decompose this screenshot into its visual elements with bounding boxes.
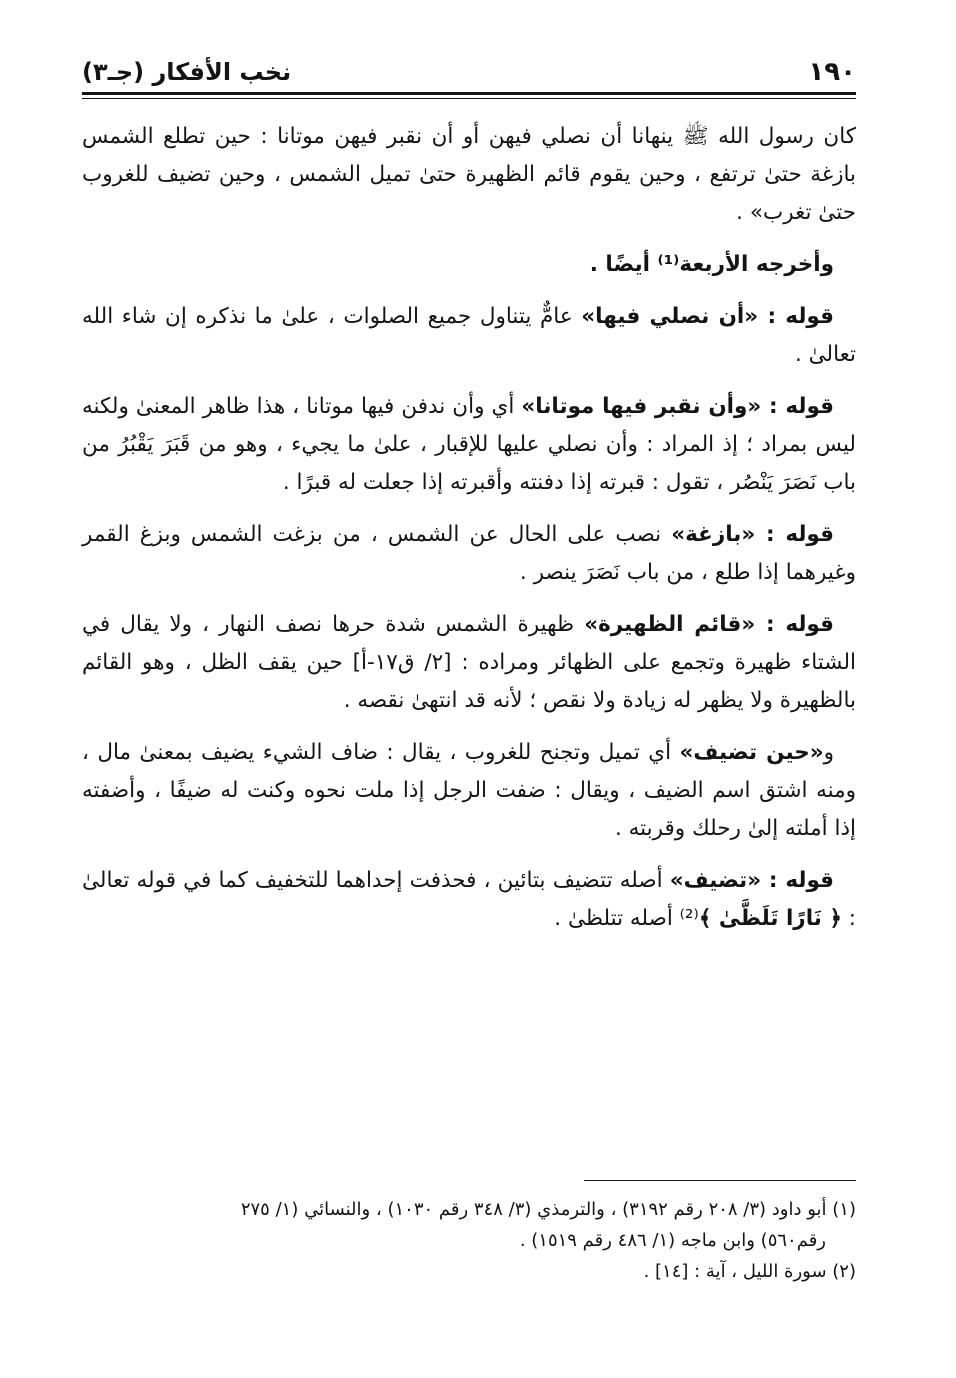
header-rule-thin: [82, 98, 856, 99]
paragraph-commentary-5: [82, 734, 856, 848]
commentary-prefix: و: [823, 740, 834, 765]
commentary-text-end: ⁽²⁾ أصله تتلظىٰ .: [554, 906, 699, 931]
running-title: نخب الأفكار (جـ٣): [82, 58, 292, 86]
commentary-lead: قوله : «قائم الظهيرة»: [584, 612, 834, 637]
commentary-text: عامٌّ يتناول جميع الصلوات ، علىٰ ما نذكره إن شاء الله تعالىٰ .: [82, 304, 856, 367]
header-rule-thick: [82, 92, 856, 95]
paragraph-commentary-2: [82, 388, 856, 502]
paragraph-commentary-1: [82, 298, 856, 374]
commentary-text: أصله تتضيف بتائين ، فحذفت إحداهما للتخفيف كما في قوله تعالىٰ :: [82, 868, 856, 931]
footnote-2: (٢) سورة الليل ، آية : [١٤] .: [643, 1261, 856, 1282]
footnotes: [82, 1194, 856, 1287]
main-text: [82, 118, 856, 952]
commentary-text: أي وأن ندفن فيها موتانا ، هذا ظاهر المعنىٰ ولكنه ليس بمراد ؛ إذ المراد : وأن نصلي عليها للإقبار ، علىٰ ما يجيء ، وهو من قَبَرَ يَقْبُرُ من باب نَصَرَ يَنْصُر ، تقول : قبرته إذا دفنته وأقبرته إذا جعلت له قبرًا .: [82, 394, 856, 495]
paragraph-hadith-end: كان رسول الله ﷺ ينهانا أن نصلي فيهن أو أن نقبر فيهن موتانا : حين تطلع الشمس بازغة حتىٰ ترتفع ، وحين يقوم قائم الظهيرة حتىٰ تميل الشمس ، وحين تضيف للغروب حتىٰ تغرب» .: [82, 124, 856, 225]
commentary-lead: قوله : «تضيف»: [669, 868, 834, 893]
commentary-text: نصب على الحال عن الشمس ، من بزغت الشمس وبزغ القمر وغيرهما إذا طلع ، من باب نَصَرَ ينصر .: [82, 522, 856, 585]
paragraph-commentary-4: [82, 606, 856, 720]
page-number: ١٩٠: [808, 57, 856, 87]
commentary-lead: قوله : «وأن نقبر فيها موتانا»: [521, 394, 834, 419]
commentary-lead: قوله : «بازغة»: [671, 522, 834, 547]
quran-quote: ﴿ نَارًا تَلَظَّىٰ ﴾: [698, 906, 842, 931]
footnote-1-continued: رقم٥٦٠) وابن ماجه (١/ ٤٨٦ رقم ١٥١٩) .: [519, 1230, 826, 1251]
page-header: [82, 52, 856, 92]
commentary-lead: «حين تضيف»: [679, 740, 824, 765]
paragraph-commentary-3: [82, 516, 856, 592]
commentary-text: أي تميل وتجنح للغروب ، يقال : ضاف الشيء يضيف بمعنىٰ مال ، ومنه اشتق اسم الضيف ، ويقال : ضفت الرجل إذا ملت نحوه وكنت له ضيفًا ، وأضفته إذا أملته إلىٰ رحلك وقربته .: [82, 740, 856, 841]
footnote-1: (١) أبو داود (٣/ ٢٠٨ رقم ٣١٩٢) ، والترمذي (٣/ ٣٤٨ رقم ١٠٣٠) ، والنسائي (١/ ٢٧٥: [240, 1199, 856, 1220]
commentary-text: ظهيرة الشمس شدة حرها نصف النهار ، ولا يقال في الشتاء ظهيرة وتجمع على الظهائر ومراده : [٢/ ق١٧-أ] حين يقف الظل ، وهو القائم بالظهيرة ولا يظهر له زيادة ولا نقص ؛ لأنه قد انتهىٰ نقصه .: [82, 612, 856, 713]
paragraph-commentary-6: [82, 862, 856, 938]
footnote-separator: [584, 1180, 856, 1181]
paragraph-takhrij: وأخرجه الأربعة⁽¹⁾ أيضًا .: [589, 252, 834, 277]
commentary-lead: قوله : «أن نصلي فيها»: [581, 304, 834, 329]
